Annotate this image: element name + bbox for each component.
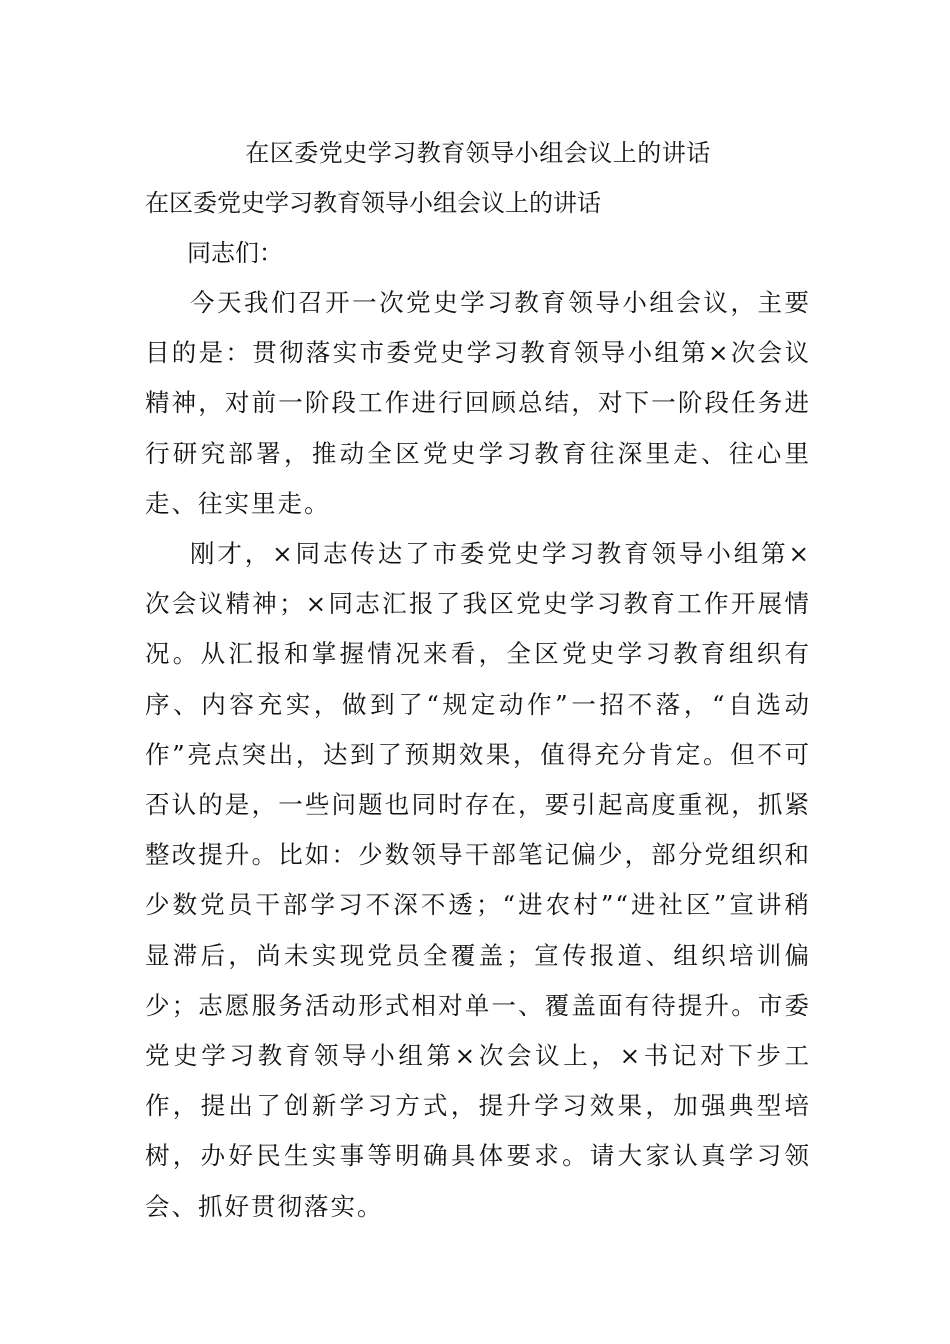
document-subtitle: 在区委党史学习教育领导小组会议上的讲话 [145, 189, 601, 217]
document-title: 在区委党史学习教育领导小组会议上的讲话 [245, 139, 711, 167]
paragraph-1: 今天我们召开一次党史学习教育领导小组会议，主要目的是：贯彻落实市委党史学习教育领导小组第×次会议精神，对前一阶段工作进行回顾总结，对下一阶段任务进行研究部署，推动全区党史学习教育往深里走、往心里走、往实里走。 [145, 288, 811, 518]
document-page [145, 128, 811, 1232]
salutation: 同志们： [187, 239, 283, 267]
paragraph-2: 刚才，×同志传达了市委党史学习教育领导小组第×次会议精神；×同志汇报了我区党史学习教育工作开展情况。从汇报和掌握情况来看，全区党史学习教育组织有序、内容充实，做到了“规定动作”一招不落，“自选动作”亮点突出，达到了预期效果，值得充分肯定。但不可否认的是，一些问题也同时存在，要引起高度重视，抓紧整改提升。比如：少数领导干部笔记偏少，部分党组织和少数党员干部学习不深不透；“进农村”“进社区”宣讲稍显滞后，尚未实现党员全覆盖；宣传报道、组织培训偏少；志愿服务活动形式相对单一、覆盖面有待提升。市委党史学习教育领导小组第×次会议上，×书记对下步工作，提出了创新学习方式，提升学习效果，加强典型培树，办好民生实事等明确具体要求。请大家认真学习领会、抓好贯彻落实。 [145, 539, 811, 1221]
